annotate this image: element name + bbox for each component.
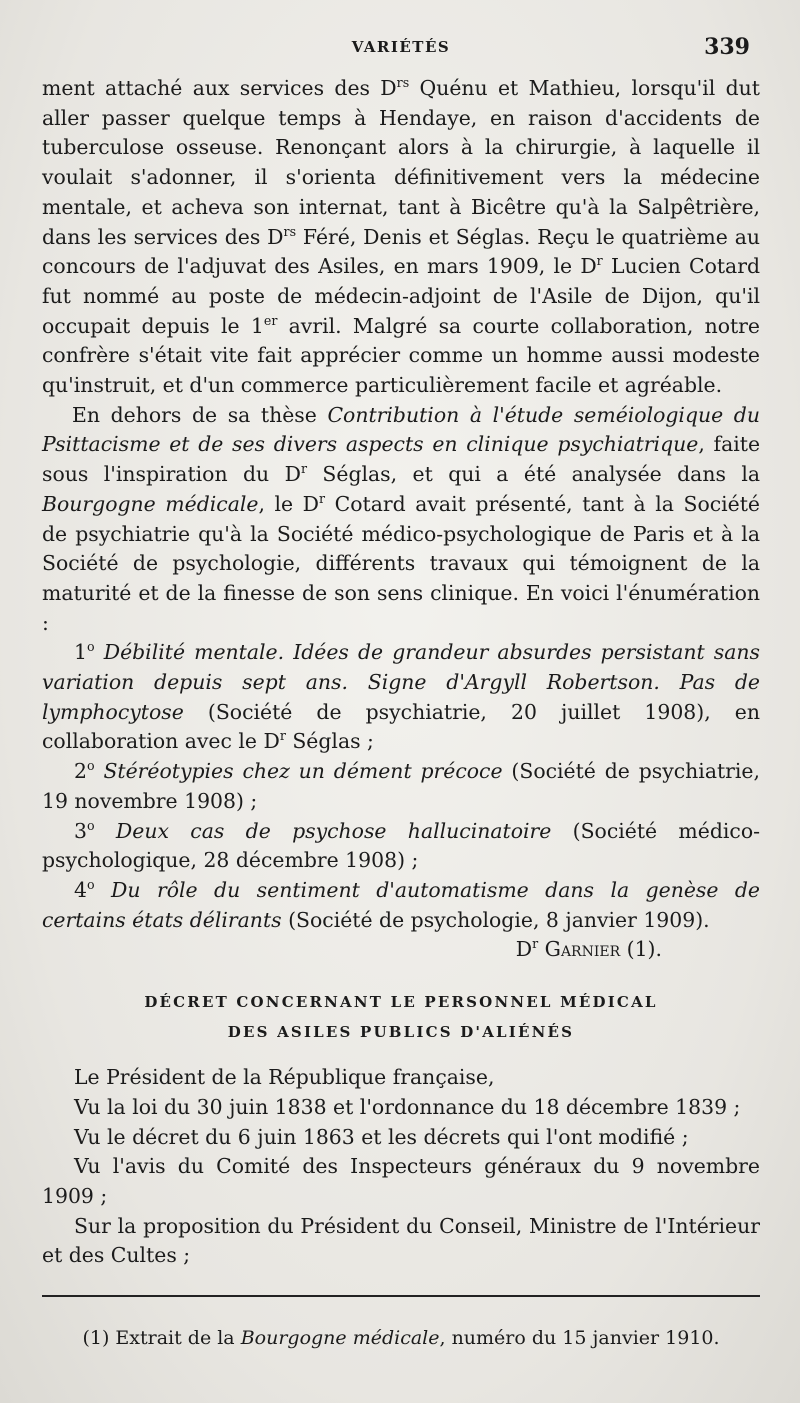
- superscript: o: [86, 758, 95, 774]
- decree-line: Vu la loi du 30 juin 1838 et l'ordonnance du 18 décembre 1839 ;: [74, 1094, 741, 1119]
- item-number: 4: [74, 877, 87, 902]
- work-item: [42, 757, 760, 816]
- item-reference: (Société de psychiatrie, 19 novembre 1908) ;: [42, 759, 760, 813]
- superscript: rs: [283, 223, 297, 239]
- text: , faite sous l'inspiration du D: [42, 432, 761, 487]
- text: (1) Extrait de la: [82, 1327, 241, 1350]
- decree-title-line: DES ASILES PUBLICS D'ALIÉNÉS: [227, 1023, 575, 1042]
- text: , numéro du 15 janvier 1910.: [439, 1327, 720, 1350]
- decree-line: Le Président de la République française,: [74, 1065, 495, 1090]
- text: Féré, Denis et Séglas. Reçu le quatrième au concours de l'adjuvat des Asiles, en mars 1909, le D: [42, 224, 760, 279]
- text: ment attaché aux services des D: [42, 76, 397, 100]
- decree-line: Sur la proposition du Président du Conseil, Ministre de l'Intérieur et des Cultes ;: [42, 1213, 760, 1268]
- item-reference: (Société médico-psychologique, 28 décembre 1908) ;: [42, 818, 760, 873]
- text: Lucien Cotard fut nommé au poste de médecin-adjoint de l'Asile de Dijon, qu'il occupait depuis le 1: [42, 254, 760, 338]
- item-number: 1: [74, 640, 87, 665]
- decree-line: Vu le décret du 6 juin 1863 et les décrets qui l'ont modifié ;: [74, 1124, 689, 1149]
- page-header: [42, 34, 760, 74]
- superscript: o: [86, 639, 95, 655]
- author-name: Garnier: [544, 937, 621, 962]
- decree-body: [42, 1063, 760, 1271]
- item-reference: (Société de psychiatrie, 20 juillet 1908), en collaboration avec le D: [42, 699, 760, 754]
- text: Quénu et Mathieu, lorsqu'il dut aller passer quelque temps à Hendaye, en raison d'accidents de tuberculose osseuse. Renonçant alors à la chirurgie, à laquelle il voulait s'adonner, il s'orienta définitivement vers la médecine mentale, et acheva son internat, tant à Bicêtre qu'à la Salpêtrière, dans les services des D: [42, 76, 761, 249]
- superscript: er: [263, 312, 278, 328]
- footnote-divider: [42, 1295, 760, 1297]
- superscript: r: [532, 936, 539, 952]
- text: Cotard avait présenté, tant à la Société de psychiatrie qu'à la Société médico-psychologique de Paris et à la Société de psychologie, différents travaux qui témoignent de la maturité et de la finesse de son sens clinique. En voici l'énumération :: [42, 491, 760, 635]
- item-title: Du rôle du sentiment d'automatisme dans la genèse de certains états délirants: [42, 877, 760, 932]
- item-number: 3: [74, 818, 87, 843]
- paragraph-1: [42, 74, 760, 401]
- journal-title: Bourgogne médicale: [240, 1327, 440, 1350]
- superscript: r: [596, 253, 603, 269]
- text: Séglas, et qui a été analysée dans la: [307, 462, 760, 487]
- footnote: [42, 1327, 760, 1349]
- item-title: Débilité mentale. Idées de grandeur absurdes persistant sans variation depuis sept ans. Signe d'Argyll Robertson. Pas de lymphocytose: [42, 640, 761, 724]
- journal-title: Bourgogne médicale: [42, 491, 259, 516]
- superscript: r: [319, 491, 326, 507]
- work-item: [42, 876, 760, 935]
- thesis-title: Contribution à l'étude seméiologique du Psittacisme et de ses divers aspects en clinique psychiatrique: [42, 402, 760, 457]
- item-reference: Séglas ;: [285, 729, 374, 754]
- text: En dehors de sa thèse: [72, 402, 328, 427]
- superscript: rs: [396, 75, 410, 91]
- superscript: o: [86, 817, 95, 833]
- paragraph-2: [42, 401, 760, 639]
- decree-heading: [42, 987, 760, 1047]
- item-reference: (Société de psychologie, 8 janvier 1909).: [281, 907, 710, 932]
- text: D: [515, 937, 533, 962]
- text: , le D: [258, 491, 320, 516]
- superscript: r: [300, 461, 307, 477]
- article-body: [42, 74, 760, 965]
- text: avril. Malgré sa courte collaboration, notre confrère s'était vite fait apprécier comme un homme aussi modeste qu'instruit, et d'un commerce particulièrement facile et agréable.: [42, 313, 760, 398]
- running-title: VARIÉTÉS: [351, 38, 451, 56]
- decree-line: Vu l'avis du Comité des Inspecteurs généraux du 9 novembre 1909 ;: [42, 1154, 760, 1208]
- decree-title-line: DÉCRET CONCERNANT LE PERSONNEL MÉDICAL: [144, 993, 658, 1012]
- item-number: 2: [74, 759, 87, 784]
- work-item: [42, 817, 760, 876]
- signature: [42, 935, 760, 965]
- footnote-ref: (1).: [620, 937, 662, 962]
- superscript: o: [86, 877, 95, 893]
- work-item: [42, 638, 760, 757]
- item-title: Stéréotypies chez un dément précoce: [103, 759, 503, 784]
- page-number: 339: [704, 34, 750, 60]
- item-title: Deux cas de psychose hallucinatoire: [115, 818, 552, 843]
- superscript: r: [279, 728, 286, 744]
